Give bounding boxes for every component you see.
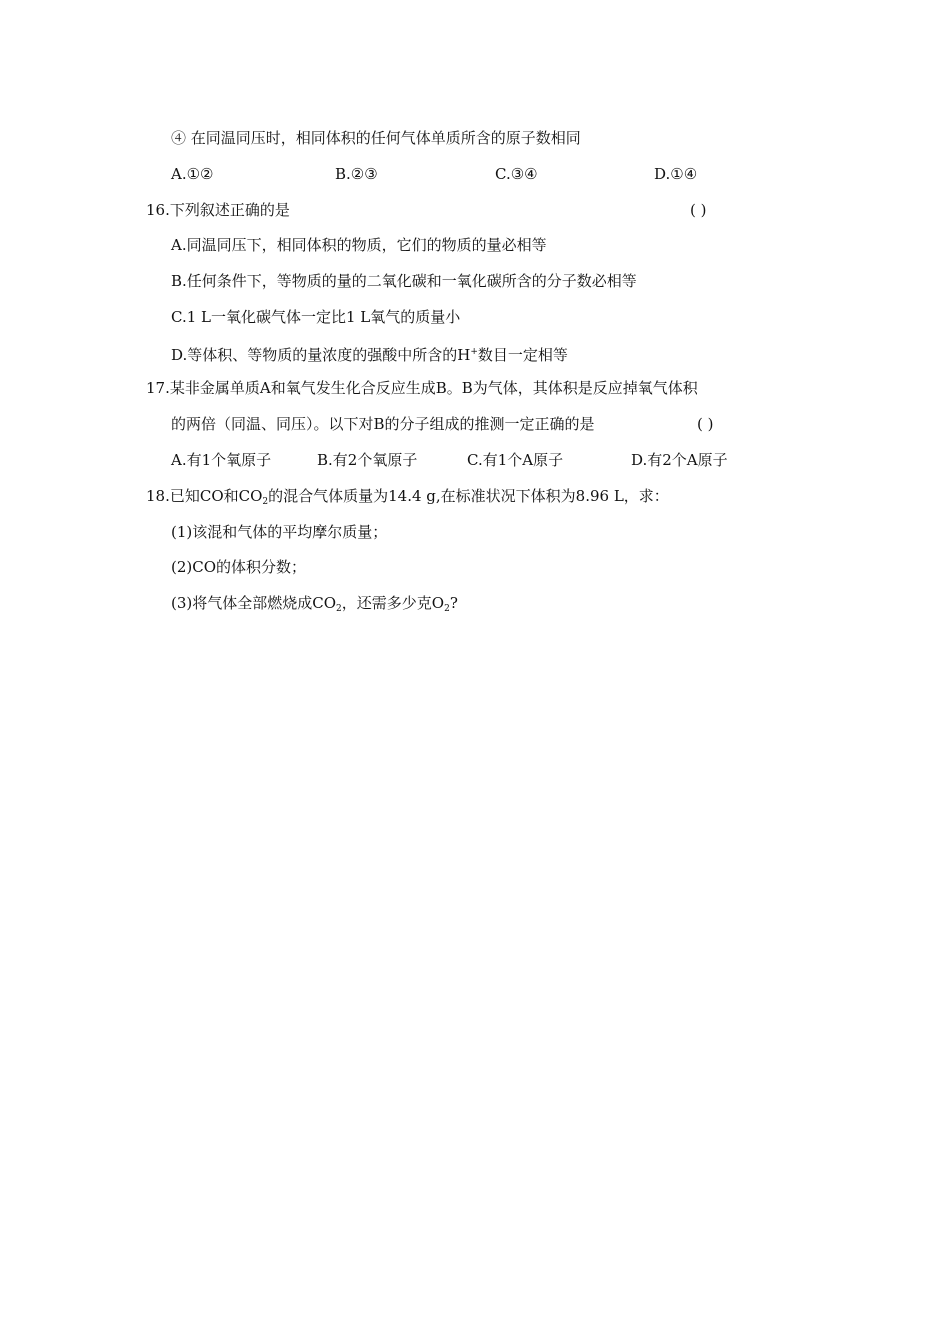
q15-option-d: D.①④ xyxy=(654,165,698,183)
q15-option-c: C.③④ xyxy=(495,165,538,183)
o2-subscript: 2 xyxy=(444,604,450,614)
q18-part-2: (2)CO的体积分数； xyxy=(171,558,307,576)
q16-option-c: C.1 L一氧化碳气体一定比1 L氧气的质量小 xyxy=(171,308,461,326)
q17-answer-paren: ( ) xyxy=(697,415,714,433)
q16-option-d-text-b: 数目一定相等 xyxy=(477,346,568,364)
q16-stem: 16.下列叙述正确的是 xyxy=(146,201,290,219)
q16-answer-paren: ( ) xyxy=(690,201,707,219)
q15-option-a: A.①② xyxy=(171,165,214,183)
co2-subscript: 2 xyxy=(262,497,269,507)
q16-option-a: A.同温同压下，相同体积的物质，它们的物质的量必相等 xyxy=(171,236,547,254)
q15-option-b: B.②③ xyxy=(335,165,378,183)
q18-part-3 xyxy=(171,593,458,619)
q18-part-3-text-c: ? xyxy=(449,594,458,612)
q17-option-a: A.有1个氧原子 xyxy=(171,451,272,469)
q17-option-b: B.有2个氧原子 xyxy=(317,451,418,469)
q17-option-c: C.有1个A原子 xyxy=(467,451,564,469)
q17-stem-line-1: 17.某非金属单质A和氧气发生化合反应生成B。B为气体，其体积是反应掉氧气体积 xyxy=(146,379,698,397)
q18-stem xyxy=(146,486,669,512)
hydrogen-ion-charge: + xyxy=(470,347,478,357)
q17-option-d: D.有2个A原子 xyxy=(631,451,728,469)
q18-stem-text-b: 的混合气体质量为14.4 g,在标准状况下体积为8.96 L，求： xyxy=(268,487,669,505)
q18-part-3-text-b: ，还需多少克O xyxy=(341,594,445,612)
q18-part-3-text-a: (3)将气体全部燃烧成CO xyxy=(171,594,337,612)
q18-part-1: (1)该混和气体的平均摩尔质量； xyxy=(171,523,388,541)
co2-subscript: 2 xyxy=(336,604,342,614)
q16-option-b: B.任何条件下，等物质的量的二氧化碳和一氧化碳所含的分子数必相等 xyxy=(171,272,637,290)
q15-item-4: ④ 在同温同压时，相同体积的任何气体单质所含的原子数相同 xyxy=(171,129,581,147)
q16-option-d-text-a: D.等体积、等物质的量浓度的强酸中所含的H xyxy=(171,346,471,364)
q16-option-d xyxy=(171,342,568,365)
q17-stem-line-2: 的两倍（同温、同压）。以下对B的分子组成的推测一定正确的是 xyxy=(171,415,595,433)
q18-stem-text-a: 18.已知CO和CO xyxy=(146,487,263,505)
